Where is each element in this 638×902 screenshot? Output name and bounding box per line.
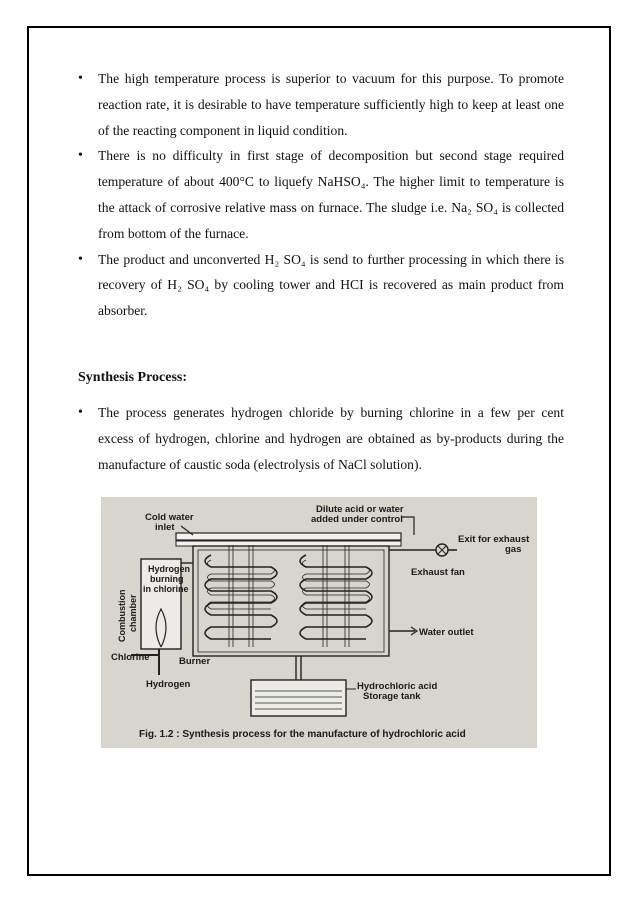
label-combustion: Combustion — [117, 589, 127, 642]
label-inlet: inlet — [155, 522, 175, 533]
figure-caption: Fig. 1.2 : Synthesis process for the manufacture of hydrochloric acid — [139, 729, 466, 740]
page-content — [78, 66, 564, 477]
label-hydrogen-burning-2: burning — [150, 574, 184, 584]
label-chlorine: Chlorine — [111, 652, 150, 663]
label-hydrogen-burning-3: in chlorine — [143, 584, 189, 594]
synthesis-process-figure — [101, 497, 537, 748]
label-hcl-1: Hydrochloric acid — [357, 681, 438, 692]
label-cold-water: Cold water — [145, 512, 194, 523]
label-dilute-acid-1: Dilute acid or water — [316, 504, 404, 515]
label-hcl-2: Storage tank — [363, 691, 421, 702]
bullet-item: • The process generates hydrogen chloride by burning chlorine in a few per cent excess of hydrogen, chlorine and hydrogen are obtained as by-products during the manufacture of caustic soda (electrolysis of NaCl solution). — [78, 400, 564, 477]
label-exhaust-fan: Exhaust fan — [411, 567, 465, 578]
bullet-list-bottom — [78, 400, 564, 477]
label-water-outlet: Water outlet — [419, 627, 474, 638]
top-pipe-inner — [176, 541, 401, 546]
label-exit-exhaust: Exit for exhaust — [458, 534, 530, 545]
bullet-item: • There is no difficulty in first stage of decomposition but second stage required temperature of about 400°C to liquefy NaHSO₄. The higher limit to temperature is the attack of corrosive relative mass on furnace. The sludge i.e. Na₂ SO₄ is collected from bottom of the furnace. — [78, 143, 564, 246]
label-gas: gas — [505, 544, 522, 555]
bullet-list-top — [78, 66, 564, 324]
top-pipe — [176, 533, 401, 540]
label-hydrogen-burning-1: Hydrogen — [148, 564, 191, 574]
storage-tank — [251, 680, 346, 716]
label-hydrogen: Hydrogen — [146, 679, 191, 690]
label-burner: Burner — [179, 656, 211, 667]
bullet-item: • The high temperature process is superior to vacuum for this purpose. To promote reaction rate, it is desirable to have temperature sufficiently high to keep at least one of the reacting component in liquid condition. — [78, 66, 564, 143]
figure-diagram — [101, 497, 537, 748]
label-chamber: chamber — [128, 594, 138, 632]
label-dilute-acid-2: added under control — [311, 514, 403, 525]
bullet-item: • The product and unconverted H₂ SO₄ is send to further processing in which there is recovery of H₂ SO₄ by cooling tower and HCI is recovered as main product from absorber. — [78, 247, 564, 324]
section-heading: Synthesis Process: — [78, 369, 188, 385]
